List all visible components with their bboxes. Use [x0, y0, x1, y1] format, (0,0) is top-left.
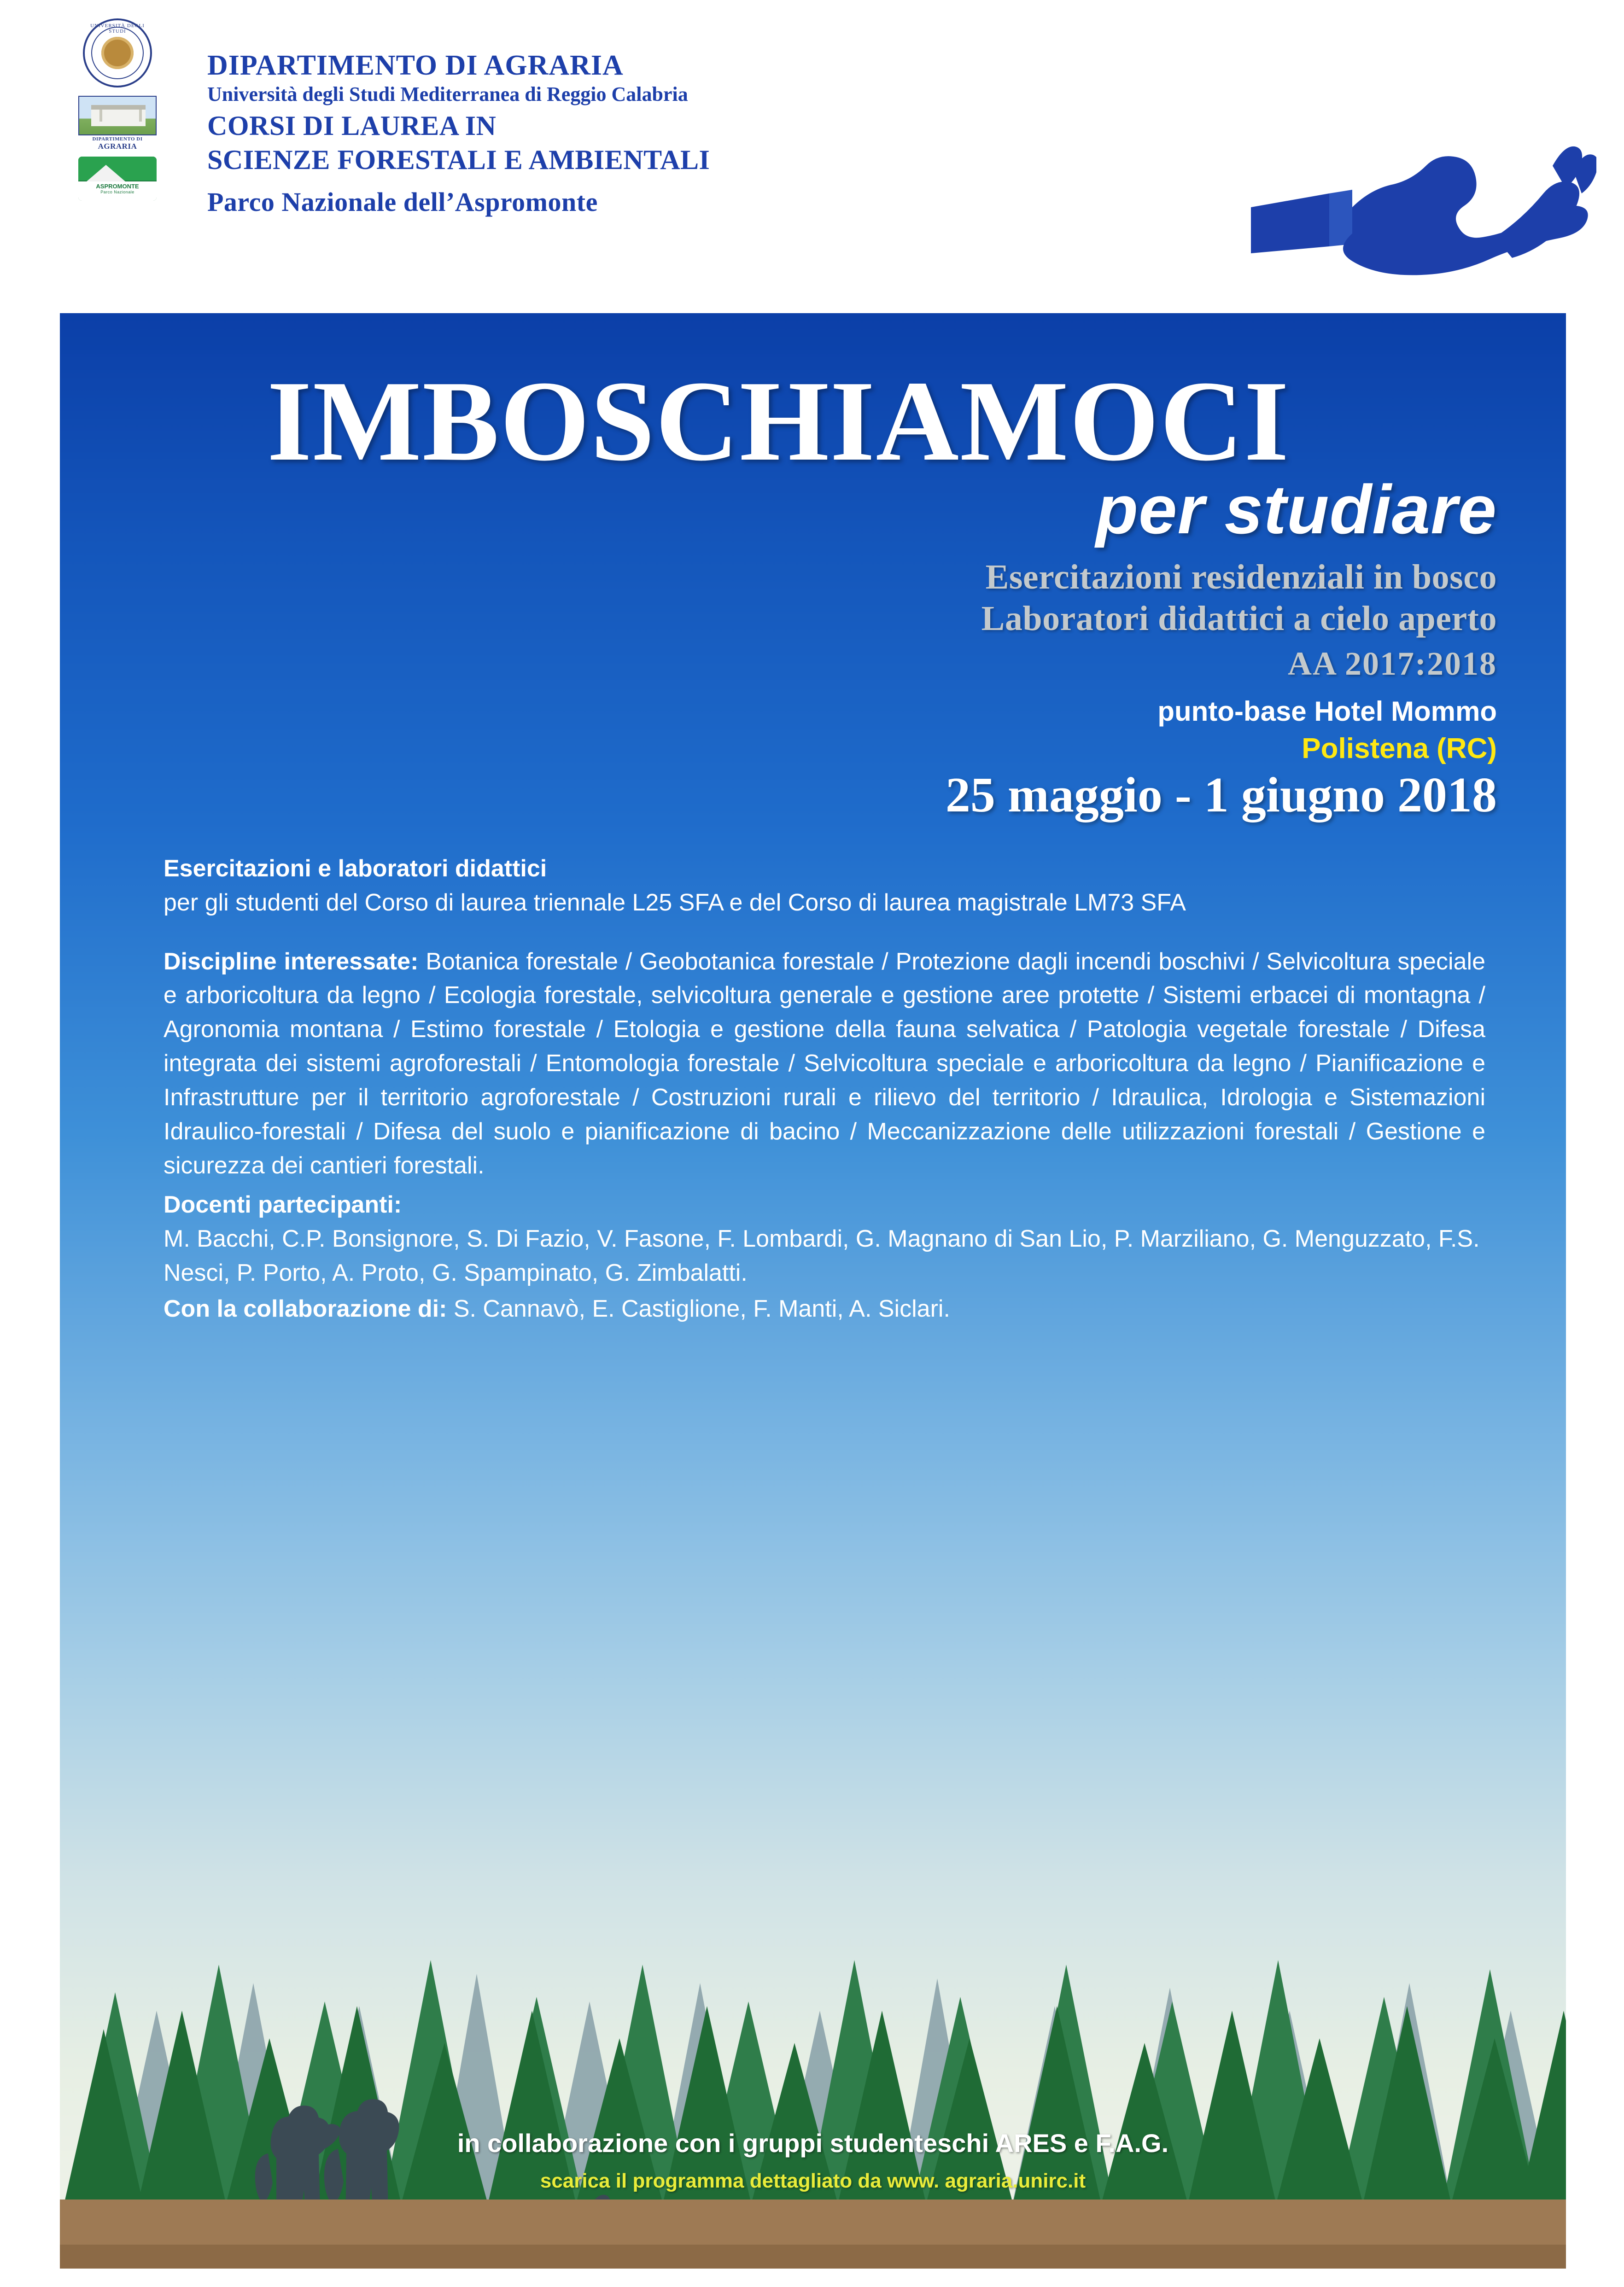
- poster-subline-2: Laboratori didattici a cielo aperto: [981, 599, 1497, 638]
- mountain-icon: [87, 165, 125, 181]
- disciplines-text: Botanica forestale / Geobotanica forestale / Protezione dagli incendi boschivi / Selvicoltura speciale e arboricoltura da legno / Ecologia forestale, selvicoltura generale e gestione aree protette / Sistemi erbacei di montagna / Agronomia montana / Estimo forestale / Etologia e gestione della fauna selvatica / Patologia vegetale forestale / Difesa integrata dei sistemi agroforestali / Entomologia forestale / Selvicoltura speciale e arboricoltura da legno / Pianificazione e Infrastrutture per il territorio agroforestale / Costruzioni rurali e rilievo del territorio / Idraulica, Idrologia e Sistemazioni Idraulico-forestali / Difesa del suolo e pianificazione di bacino / Meccanizzazione delle utilizzazioni forestali / Gestione e sicurezza dei cantieri forestali.: [164, 948, 1485, 1179]
- university-seal-logo: [71, 18, 164, 88]
- poster-subline-1: Esercitazioni residenziali in bosco: [985, 558, 1497, 596]
- docenti-list: M. Bacchi, C.P. Bonsignore, S. Di Fazio, V. Fasone, F. Lombardi, G. Magnano di San Lio, P. Marziliano, G. Menguzzato, F.S. Nesci, P. Porto, A. Proto, G. Spampinato, G. Zimbalatti.: [164, 1225, 1480, 1287]
- footer-download-note: scarica il programma dettagliato da www. agraria.unirc.it: [540, 2170, 1086, 2192]
- poster-subtitle: per studiare: [1096, 471, 1497, 548]
- disciplines-paragraph: [164, 945, 1485, 1183]
- agraria-building-icon: [78, 96, 157, 135]
- agraria-department-logo: [78, 96, 157, 150]
- park-name: Parco Nazionale dell’Aspromonte: [207, 187, 598, 217]
- event-dates: 25 maggio - 1 giugno 2018: [945, 768, 1497, 823]
- agraria-logo-text: [78, 135, 157, 150]
- department-title: DIPARTIMENTO DI AGRARIA: [207, 50, 624, 81]
- collaboration-text: S. Cannavò, E. Castiglione, F. Manti, A. Siclari.: [447, 1295, 950, 1322]
- base-location: punto-base Hotel Mommo: [1157, 696, 1497, 727]
- footer-collaboration: in collaborazione con i gruppi studenteschi ARES e F.A.G.: [457, 2129, 1169, 2158]
- aspromonte-logo-line2: Parco Nazionale: [100, 189, 134, 194]
- docenti-label: Docenti partecipanti:: [164, 1191, 402, 1219]
- aspromonte-park-logo: [78, 157, 157, 201]
- university-seal-icon: [83, 18, 152, 88]
- degree-line-2: SCIENZE FORESTALI E AMBIENTALI: [207, 144, 710, 175]
- collaboration-paragraph: [164, 1292, 1485, 1326]
- poster-body: [60, 313, 1566, 2269]
- agraria-logo-line1: DIPARTIMENTO DI: [92, 136, 143, 142]
- aspromonte-logo-text: [78, 181, 157, 201]
- intro-line-2: per gli studenti del Corso di laurea triennale L25 SFA e del Corso di laurea magistrale LM73 SFA: [164, 889, 1186, 916]
- header-text-block: [207, 51, 710, 217]
- agraria-logo-line2: AGRARIA: [98, 141, 137, 151]
- academic-year: AA 2017:2018: [1288, 645, 1497, 682]
- ground-strip-dark: [60, 2245, 1566, 2269]
- poster-body-text: [164, 852, 1485, 1326]
- university-name: Università degli Studi Mediterranea di Reggio Calabria: [207, 83, 688, 106]
- disciplines-label: Discipline interessate:: [164, 948, 419, 975]
- collaboration-label: Con la collaborazione di:: [164, 1295, 447, 1322]
- aspromonte-logo-line1: ASPROMONTE: [96, 183, 139, 190]
- intro-line-1: Esercitazioni e laboratori didattici: [164, 855, 547, 882]
- reading-person-silhouette-icon: [1136, 138, 1596, 295]
- university-seal-label: UNIVERSITÀ DEGLI STUDI: [90, 23, 145, 34]
- degree-line-1: CORSI DI LAUREA IN: [207, 111, 497, 141]
- logo-column: [48, 18, 187, 201]
- poster-title: IMBOSCHIAMOCI: [267, 357, 1290, 485]
- city-label: Polistena (RC): [1302, 733, 1497, 764]
- page-header: [0, 0, 1624, 313]
- seal-emblem-icon: [101, 37, 134, 69]
